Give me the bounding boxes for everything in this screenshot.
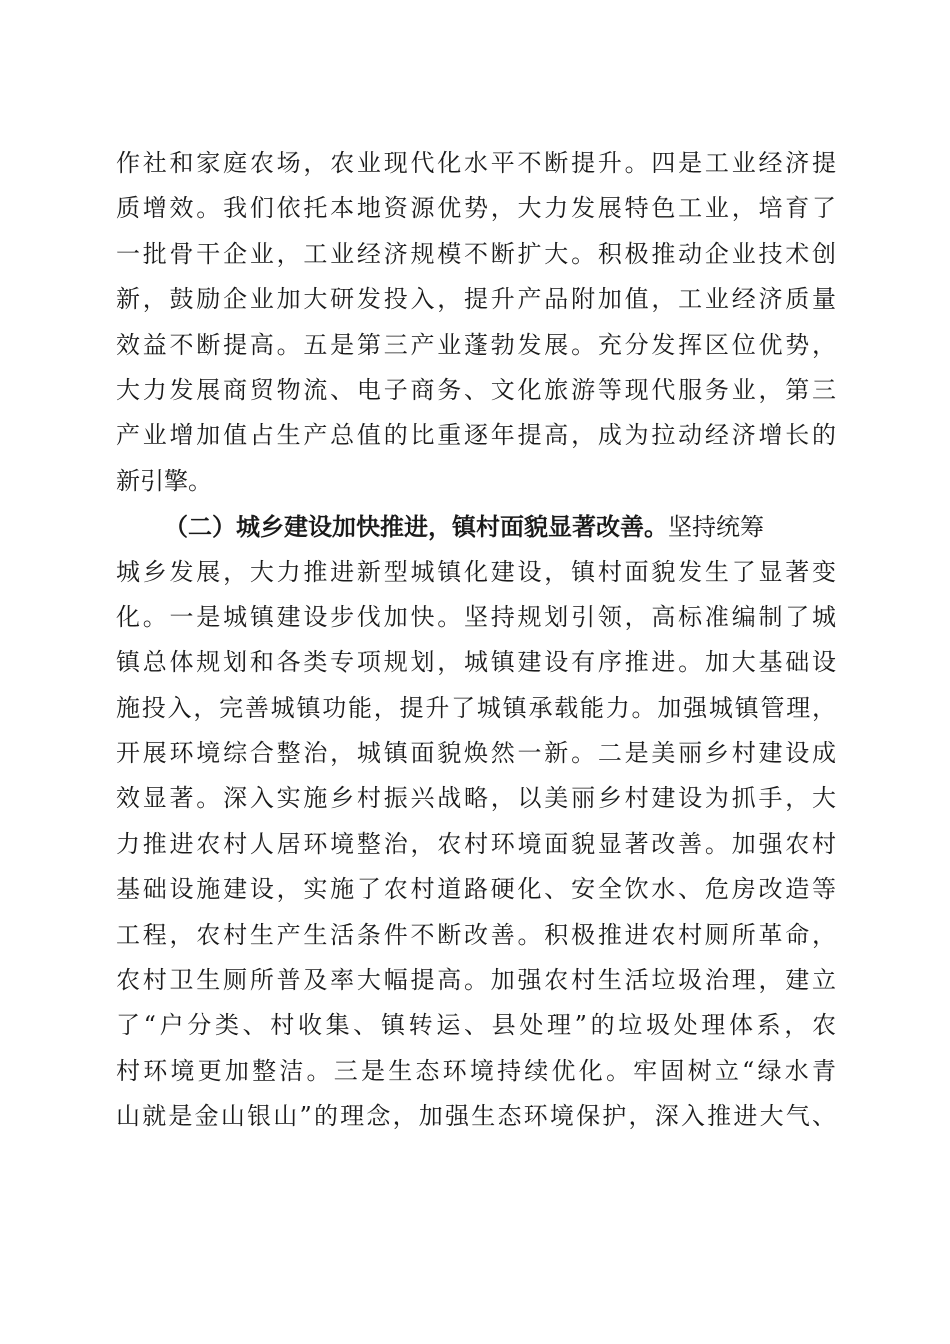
body-text [116, 141, 836, 1140]
text-line: 了“户分类、村收集、镇转运、县处理”的垃圾处理体系，农 [116, 1011, 836, 1040]
text-line: 新，鼓励企业加大研发投入，提升产品附加值，工业经济质量 [116, 285, 836, 314]
text-line: 城乡发展，大力推进新型城镇化建设，镇村面貌发生了显著变 [116, 557, 836, 586]
text-line: 基础设施建设，实施了农村道路硬化、安全饮水、危房改造等 [116, 875, 836, 904]
text-line: 效显著。深入实施乡村振兴战略，以美丽乡村建设为抓手，大 [116, 784, 836, 813]
text-line: 山就是金山银山”的理念，加强生态环境保护，深入推进大气、 [116, 1102, 836, 1131]
text-line: 产业增加值占生产总值的比重逐年提高，成为拉动经济增长的 [116, 421, 836, 450]
text-line: 化。一是城镇建设步伐加快。坚持规划引领，高标准编制了城 [116, 602, 836, 631]
text-line: 镇总体规划和各类专项规划，城镇建设有序推进。加大基础设 [116, 648, 836, 677]
text-line: 新引擎。 [116, 466, 212, 495]
section-heading-line [116, 504, 836, 549]
text-line: 作社和家庭农场，农业现代化水平不断提升。四是工业经济提 [116, 149, 836, 177]
section-heading: （二）城乡建设加快推进，镇村面貌显著改善。 [164, 512, 668, 542]
text-line: 质增效。我们依托本地资源优势，大力发展特色工业，培育了 [116, 194, 836, 223]
text-line: 开展环境综合整治，城镇面貌焕然一新。二是美丽乡村建设成 [116, 739, 836, 768]
text-line: 村环境更加整洁。三是生态环境持续优化。牢固树立“绿水青 [116, 1056, 836, 1085]
text-line: 施投入，完善城镇功能，提升了城镇承载能力。加强城镇管理， [116, 693, 836, 722]
text-line: 效益不断提高。五是第三产业蓬勃发展。充分发挥区位优势， [116, 330, 836, 359]
text-line: 力推进农村人居环境整治，农村环境面貌显著改善。加强农村 [116, 829, 836, 858]
text-line: 农村卫生厕所普及率大幅提高。加强农村生活垃圾治理，建立 [116, 966, 836, 995]
text-line: 工程，农村生产生活条件不断改善。积极推进农村厕所革命， [116, 920, 836, 949]
section-heading-continuation: 坚持统筹 [668, 513, 764, 542]
text-line: 一批骨干企业，工业经济规模不断扩大。积极推动企业技术创 [116, 239, 836, 268]
text-line: 大力发展商贸物流、电子商务、文化旅游等现代服务业，第三 [116, 375, 836, 404]
